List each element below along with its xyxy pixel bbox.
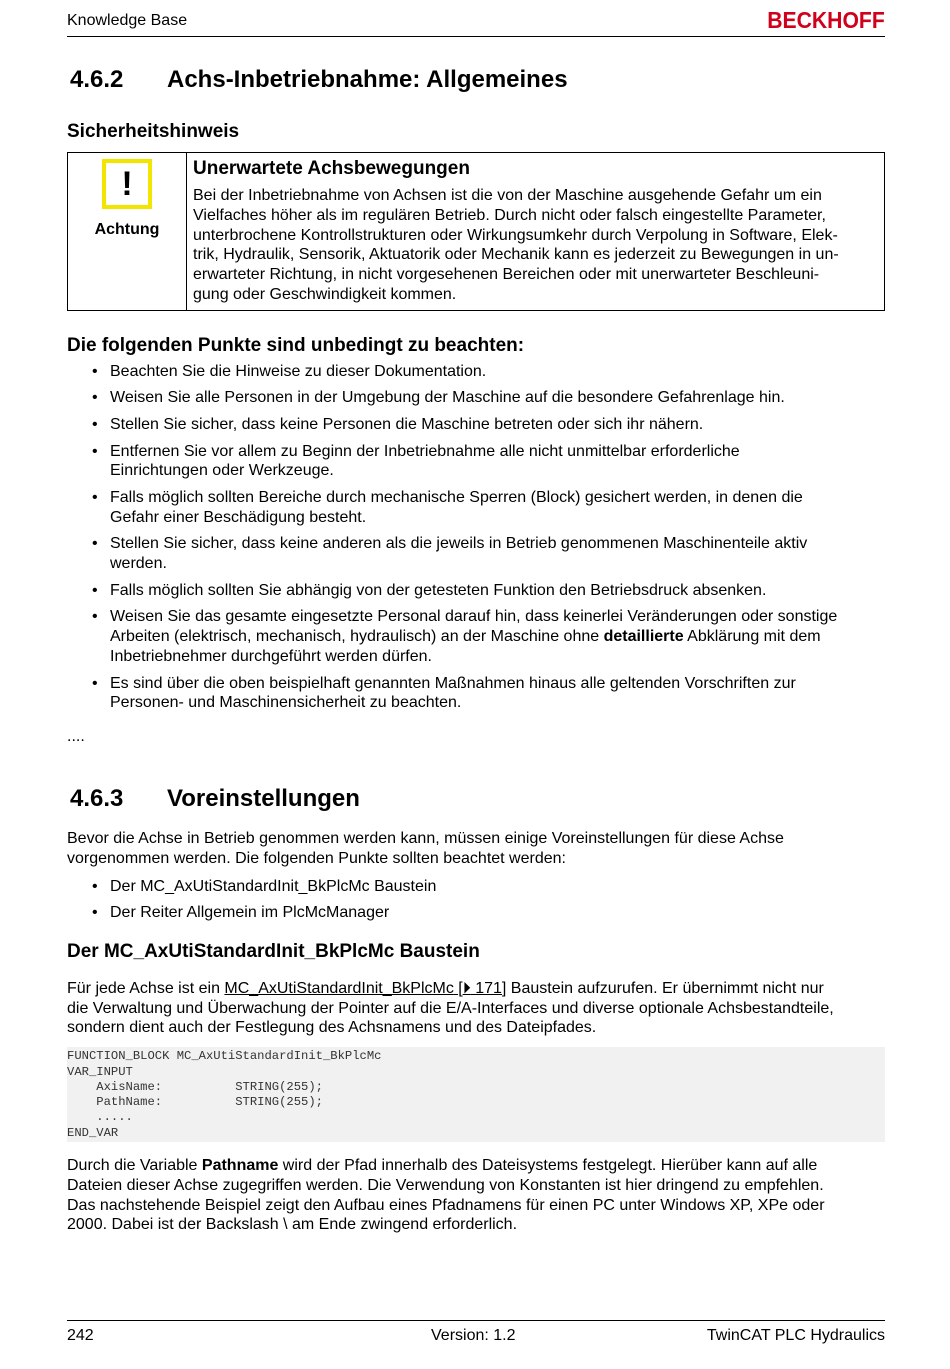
warning-line: unterbrochene Kontrollstrukturen oder Wirkungsumkehr durch Verpolung in Software, Elek-: [193, 226, 838, 244]
link-text: MC_AxUtiStandardInit_BkPlcMc: [224, 979, 454, 997]
paragraph-line: Dateien dieser Achse zugegriffen werden. Die Verwendung von Konstanten ist hier dringend zu empfehlen.: [67, 1176, 824, 1194]
code-line: FUNCTION_BLOCK MC_AxUtiStandardInit_BkPlcMc: [67, 1049, 382, 1064]
link-ref-open: [: [453, 979, 463, 997]
warning-title: Unerwartete Achsbewegungen: [193, 158, 470, 179]
list-item: [67, 581, 885, 601]
version-label: Version: 1.2: [431, 1327, 516, 1344]
list-item: [67, 488, 885, 528]
page-footer: [67, 1320, 885, 1351]
exclamation-mark: !: [121, 165, 133, 203]
paragraph-line: Bevor die Achse in Betrieb genommen werden kann, müssen einige Voreinstellungen für diese Achse: [67, 829, 784, 847]
presettings-list: [67, 877, 885, 923]
warning-line: Bei der Inbetriebnahme von Achsen ist die von der Maschine ausgehende Gefahr um ein: [193, 187, 822, 204]
warning-label: Achtung: [94, 221, 160, 238]
warning-line: gung oder Geschwindigkeit kommen.: [193, 285, 457, 303]
warning-line: erwarteter Richtung, in nicht vorgesehenen Bereichen oder mit unerwarteter Beschleuni-: [193, 266, 820, 284]
bullet: •: [92, 415, 98, 433]
code-line: END_VAR: [67, 1125, 119, 1140]
list-item: [67, 607, 885, 666]
list-item-text: Gefahr einer Beschädigung besteht.: [110, 508, 367, 526]
code-line: VAR_INPUT: [67, 1064, 133, 1079]
product-name: TwinCAT PLC Hydraulics: [706, 1327, 885, 1344]
list-item: [67, 362, 885, 382]
list-item-text: Stellen Sie sicher, dass keine anderen als die jeweils in Betrieb genommenen Maschinenteile aktiv: [110, 535, 808, 553]
function-block-heading: Der MC_AxUtiStandardInit_BkPlcMc Baustein: [67, 940, 480, 962]
bullet: •: [92, 877, 98, 895]
code-line: .....: [67, 1110, 133, 1125]
header-title: Knowledge Base: [67, 12, 188, 29]
list-item: [67, 442, 885, 482]
bullet: •: [92, 442, 98, 460]
list-item-text: Falls möglich sollten Sie abhängig von der getesteten Funktion den Betriebsdruck absenken.: [110, 581, 767, 599]
list-item-text: Personen- und Maschinensicherheit zu beachten.: [110, 694, 462, 712]
warning-line: trik, Hydraulik, Sensorik, Aktuatorik oder Mechanik kann es jederzeit zu Bewegungen in un-: [193, 246, 839, 264]
code-line: AxisName: STRING(255);: [67, 1079, 323, 1094]
paragraph-line: Das nachstehende Beispiel zeigt den Aufbau eines Pfadnamens für einen PC unter Windows XP, XPe oder: [67, 1196, 825, 1214]
list-item-text: Einrichtungen oder Werkzeuge.: [110, 462, 334, 480]
bullet: •: [92, 535, 98, 553]
pathname-paragraph: [67, 1156, 885, 1235]
list-item-text: Entfernen Sie vor allem zu Beginn der Inbetriebnahme alle nicht unmittelbar erforderliche: [110, 442, 740, 460]
paragraph-line: die Verwaltung und Überwachung der Pointer auf die E/A-Interfaces und diverse optionale Achsbestandteile,: [67, 999, 834, 1017]
list-item: [67, 534, 885, 574]
paragraph-line: sondern dient auch der Festlegung des Achsnamens und des Dateipfades.: [67, 1019, 597, 1037]
list-item-text: Inbetriebnehmer durchgeführt werden dürfen.: [110, 647, 432, 665]
warning-line: Vielfaches höher als im regulären Betrieb. Durch nicht oder falsch eingestellte Parameter,: [193, 206, 826, 224]
bullet: •: [92, 904, 98, 922]
ellipsis-text: ....: [67, 728, 85, 746]
intro-paragraph: [67, 829, 885, 869]
list-item-text: Arbeiten (elektrisch, mechanisch, hydraulisch) an der Maschine ohne: [110, 628, 604, 646]
points-heading: Die folgenden Punkte sind unbedingt zu beachten:: [67, 334, 525, 356]
list-item-text: Der Reiter Allgemein im PlcMcManager: [110, 904, 390, 922]
paragraph-line: vorgenommen werden. Die folgenden Punkte sollten beachtet werden:: [67, 849, 566, 867]
paragraph-line: [67, 1156, 885, 1176]
paragraph-text: wird der Pfad innerhalb des Dateisystems festgelegt. Hierüber kann auf alle: [278, 1157, 818, 1175]
list-item: [67, 415, 885, 435]
section-title: Achs-Inbetriebnahme: Allgemeines: [167, 66, 568, 93]
emphasis-text: detaillierte: [603, 628, 684, 646]
list-item: [67, 903, 885, 923]
paragraph-line: [67, 979, 885, 999]
page-header: [67, 8, 885, 37]
emphasis-text: Pathname: [201, 1157, 279, 1175]
exclamation-warning-icon: [102, 159, 152, 209]
beckhoff-logo: BECKHOFF: [767, 7, 885, 33]
list-item: [67, 674, 885, 714]
list-item-text: Falls möglich sollten Bereiche durch mechanische Sperren (Block) gesichert werden, in denen die: [110, 488, 803, 506]
paragraph-line: 2000. Dabei ist der Backslash \ am Ende zwingend erforderlich.: [67, 1216, 518, 1234]
bullet: •: [92, 488, 98, 506]
paragraph-text: Baustein aufzurufen. Er übernimmt nicht nur: [506, 979, 824, 997]
code-line: PathName: STRING(255);: [67, 1095, 323, 1110]
list-item-text: Weisen Sie das gesamte eingesetzte Personal darauf hin, dass keinerlei Veränderungen oder sonstige: [110, 608, 838, 626]
list-item-text: Beachten Sie die Hinweise zu dieser Dokumentation.: [110, 362, 487, 380]
paragraph-text: Durch die Variable: [67, 1157, 202, 1175]
page-number: 242: [67, 1327, 94, 1344]
list-item: [67, 388, 885, 408]
warning-cell: [68, 153, 187, 310]
list-item-text: Abklärung mit dem: [683, 628, 821, 646]
section-title: Voreinstellungen: [167, 784, 360, 812]
list-item: [67, 877, 885, 897]
section-number: 4.6.3: [70, 784, 124, 812]
section-heading-4-6-3: [67, 785, 885, 813]
list-item-text: Weisen Sie alle Personen in der Umgebung der Maschine auf die besondere Gefahrenlage hin.: [110, 389, 785, 407]
section-heading-4-6-2: [67, 66, 885, 94]
list-item-text: Es sind über die oben beispielhaft genannten Maßnahmen hinaus alle geltenden Vorschriften zur: [110, 674, 796, 692]
list-item-text: Stellen Sie sicher, dass keine Personen die Maschine betreten oder sich ihr nähern.: [110, 415, 704, 433]
function-block-paragraph: [67, 979, 885, 1038]
function-block-link[interactable]: [224, 980, 506, 997]
safety-heading: Sicherheitshinweis: [67, 121, 240, 142]
bullet: •: [92, 581, 98, 599]
link-page: 171]: [470, 979, 507, 997]
bullet: •: [92, 389, 98, 407]
bullet: •: [92, 362, 98, 380]
list-item-text: Der MC_AxUtiStandardInit_BkPlcMc Baustein: [110, 877, 437, 895]
bullet: •: [92, 608, 98, 626]
section-number: 4.6.2: [70, 66, 124, 93]
list-item-text: werden.: [110, 555, 167, 573]
bullet: •: [92, 674, 98, 692]
safety-points-list: [67, 362, 885, 713]
paragraph-text: Für jede Achse ist ein: [67, 979, 225, 997]
warning-text-cell: [187, 153, 884, 310]
safety-notice-box: [67, 152, 885, 311]
page-content: [67, 66, 885, 1235]
page-arrow-icon: ⏵: [462, 979, 471, 997]
code-block: [67, 1047, 885, 1142]
